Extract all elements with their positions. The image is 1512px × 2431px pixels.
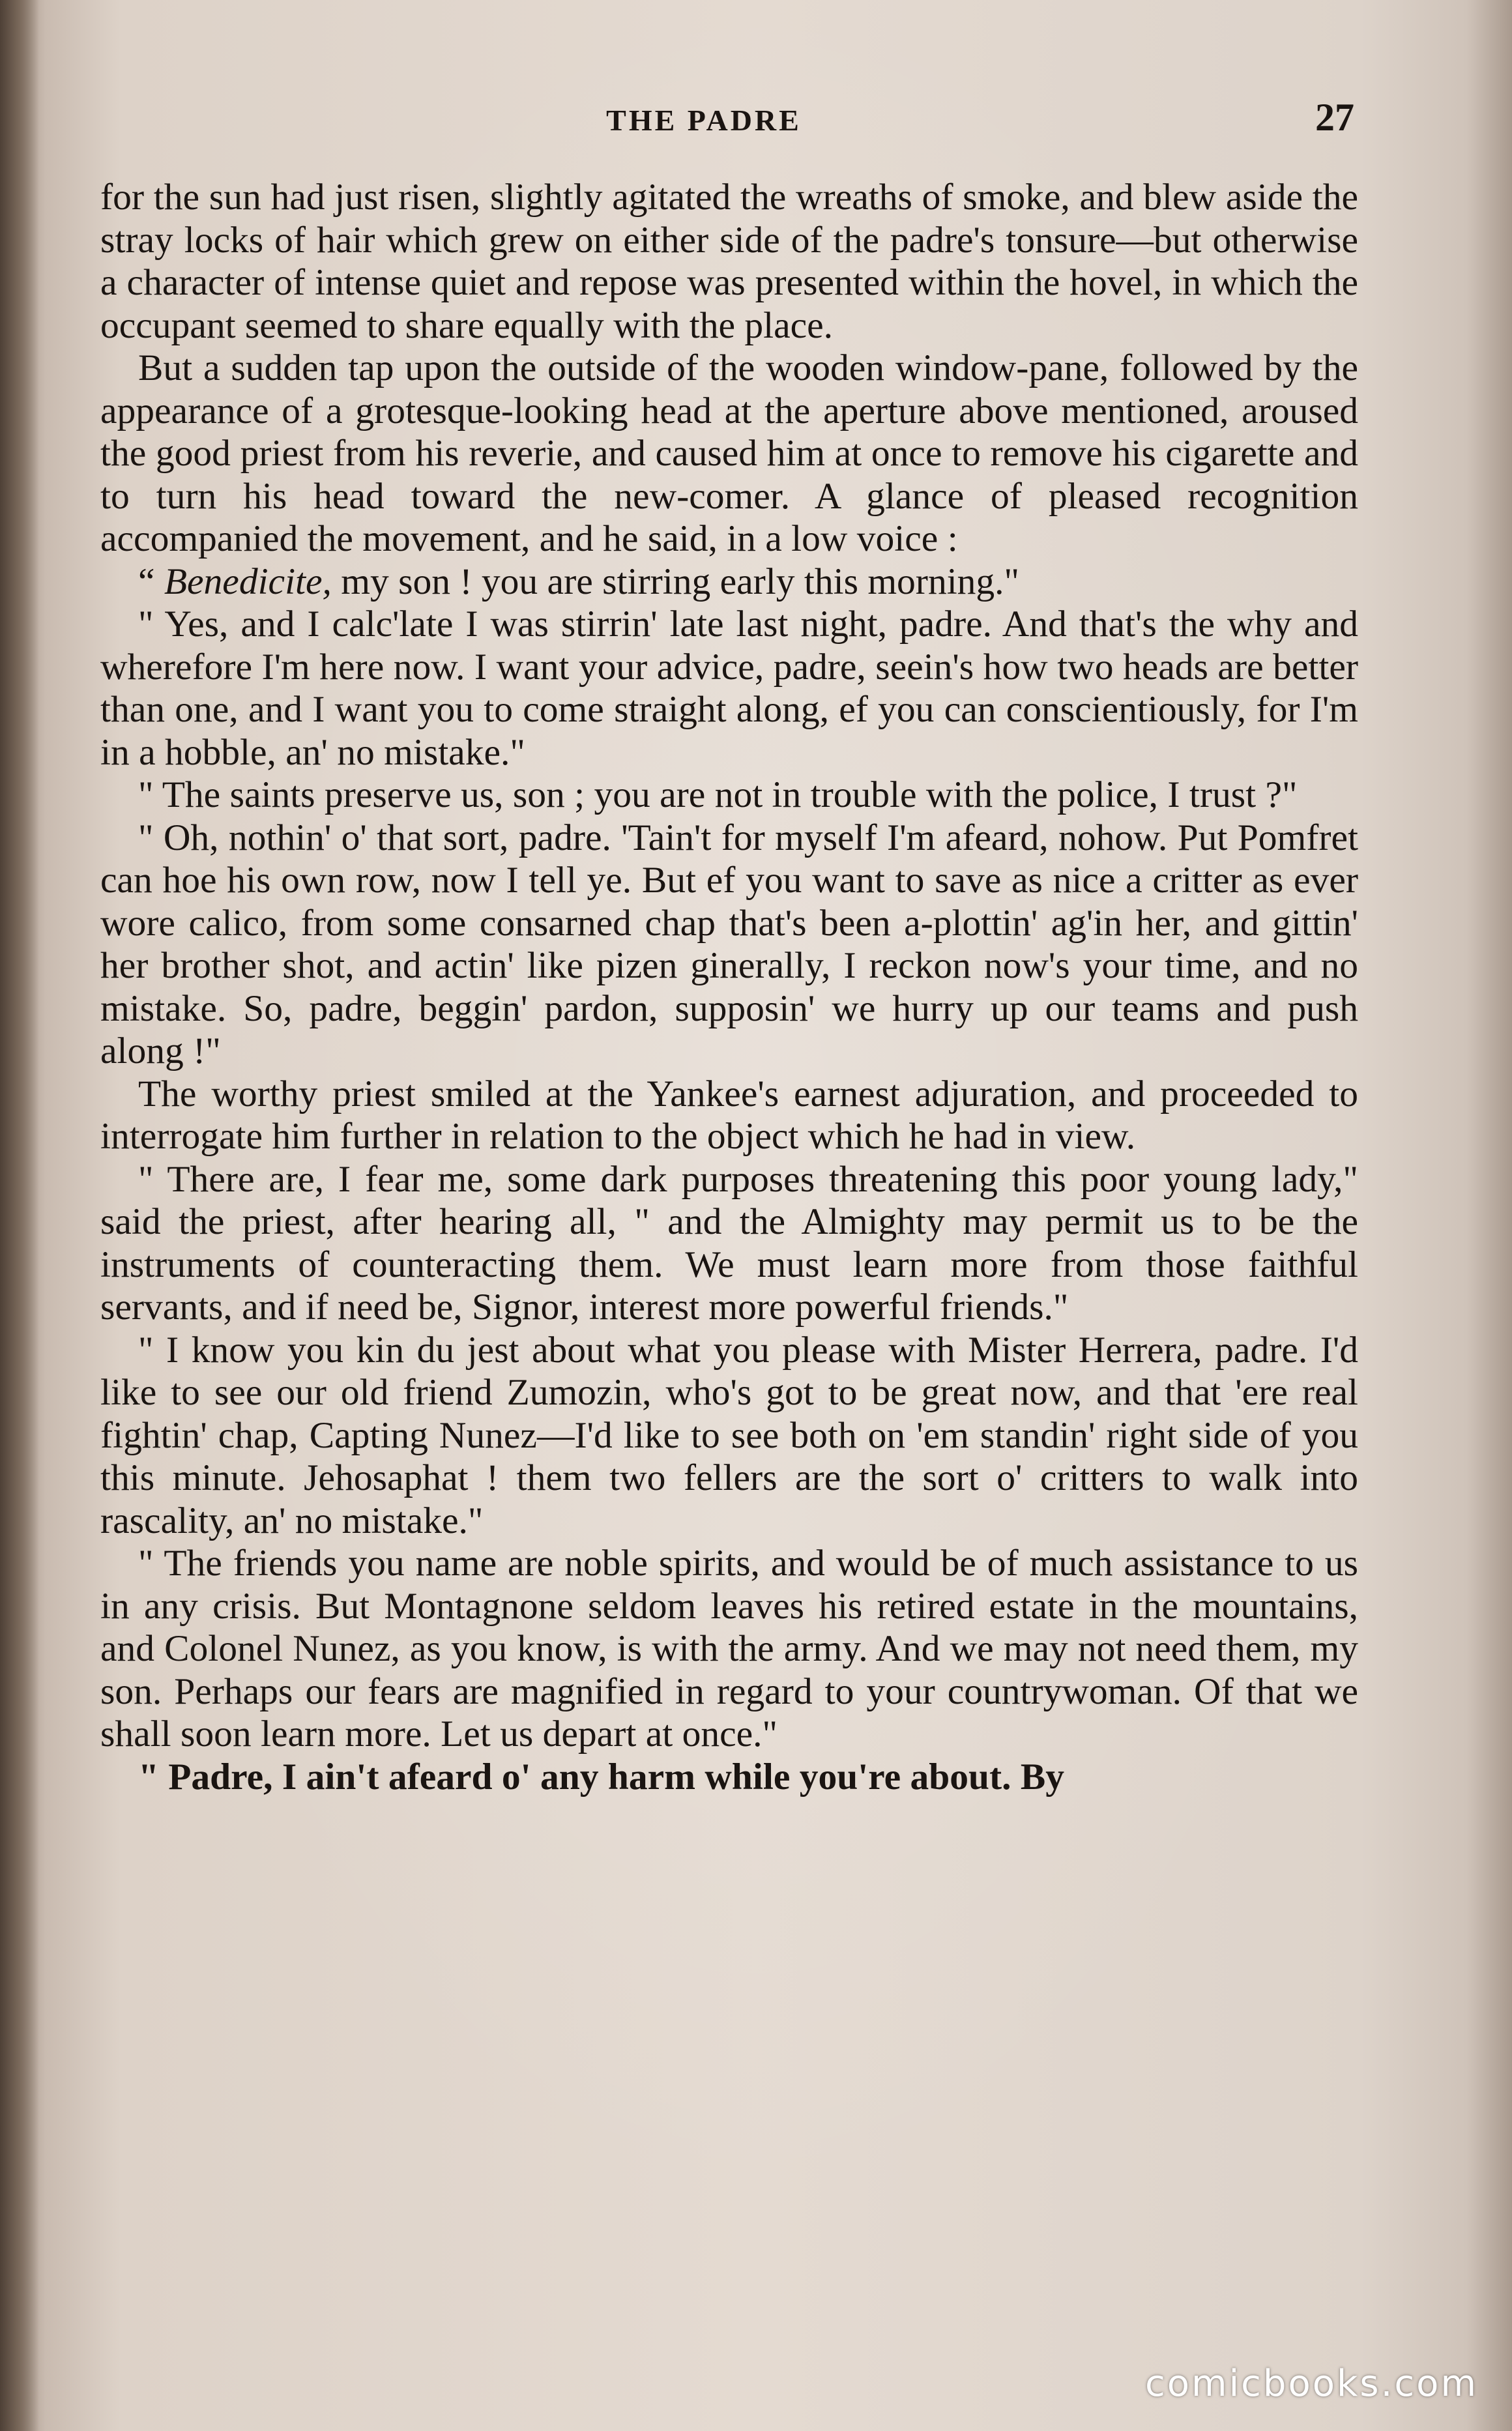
paragraph-3-rest: my son ! you are stirring early this morning."	[331, 560, 1020, 602]
book-edge-shadow	[0, 0, 39, 2431]
paragraph-3: “ Benedicite, my son ! you are stirring early this morning."	[138, 560, 1020, 602]
paragraph-10: " The friends you name are noble spirits, and would be of much assistance to us in any crisis. But Montagnone seldom leaves his retired estate in the mountains, and Colonel Nunez, as you know, is with the army. And we may not need them, my son. Perhaps our fears are magnified in regard to your countrywoman. Of that we shall soon learn more. Let us depart at once."	[100, 1543, 1358, 1754]
paragraph-7: The worthy priest smiled at the Yankee's earnest adjuration, and proceeded to interrogate him further in relation to the object which he had in view.	[100, 1073, 1358, 1157]
page-number: 27	[1315, 96, 1354, 139]
paragraph-2: But a sudden tap upon the outside of the wooden window-pane, followed by the appearance of a grotesque-looking head at the aperture above mentioned, aroused the good priest from his reverie, and caused him at once to remove his cigarette and to turn his head toward the new-comer. A glance of pleased recognition accompanied the movement, and he said, in a low voice :	[100, 347, 1358, 559]
paragraph-1: for the sun had just risen, slightly agitated the wreaths of smoke, and blew aside the stray locks of hair which grew on either side of the padre's tonsure—but otherwise a character of intense quiet and repose was presented within the hovel, in which the occupant seemed to share equally with the place.	[100, 177, 1358, 346]
running-title: THE PADRE	[606, 104, 802, 137]
running-header	[91, 96, 1395, 162]
watermark: comicbooks.com	[1144, 2363, 1478, 2405]
paragraph-11: " Padre, I ain't afeard o' any harm while you're about. By	[138, 1756, 1065, 1798]
paragraph-9: " I know you kin du jest about what you please with Mister Herrera, padre. I'd like to see our old friend Zumozin, who's got to be great now, and that 'ere real fightin' chap, Capting Nunez—I'd like to see both on 'em standin' right side of you this minute. Jehosaphat ! them two fellers are the sort o' critters to walk into rascality, an' no mistake."	[100, 1329, 1358, 1541]
paragraph-5: " The saints preserve us, son ; you are not in trouble with the police, I trust ?"	[138, 774, 1298, 815]
body-text	[100, 176, 1358, 1798]
paragraph-8: " There are, I fear me, some dark purposes threatening this poor young lady," said the priest, after hearing all, " and the Almighty may permit us to be the instruments of counteracting them. We must learn more from those faithful servants, and if need be, Signor, interest more powerful friends."	[100, 1158, 1358, 1328]
paragraph-4: " Yes, and I calc'late I was stirrin' late last night, padre. And that's the why and wherefore I'm here now. I want your advice, padre, seein's how two heads are better than one, and I want you to come straight along, ef you can conscientiously, for I'm in a hobble, an' no mistake."	[100, 604, 1358, 773]
book-page	[91, 72, 1395, 2340]
paragraph-6: " Oh, nothin' o' that sort, padre. 'Tain't for myself I'm afeard, nohow. Put Pomfret can hoe his own row, now I tell ye. But ef you want to save as nice a critter as ever wore calico, from some consarned chap that's been a-plottin' ag'in her, and gittin' her brother shot, and actin' like pizen ginerally, I reckon now's your time, and no mistake. So, padre, beggin' pardon, supposin' we hurry up our teams and push along !"	[100, 817, 1358, 1071]
benedicite-word: Benedicite,	[164, 560, 332, 602]
